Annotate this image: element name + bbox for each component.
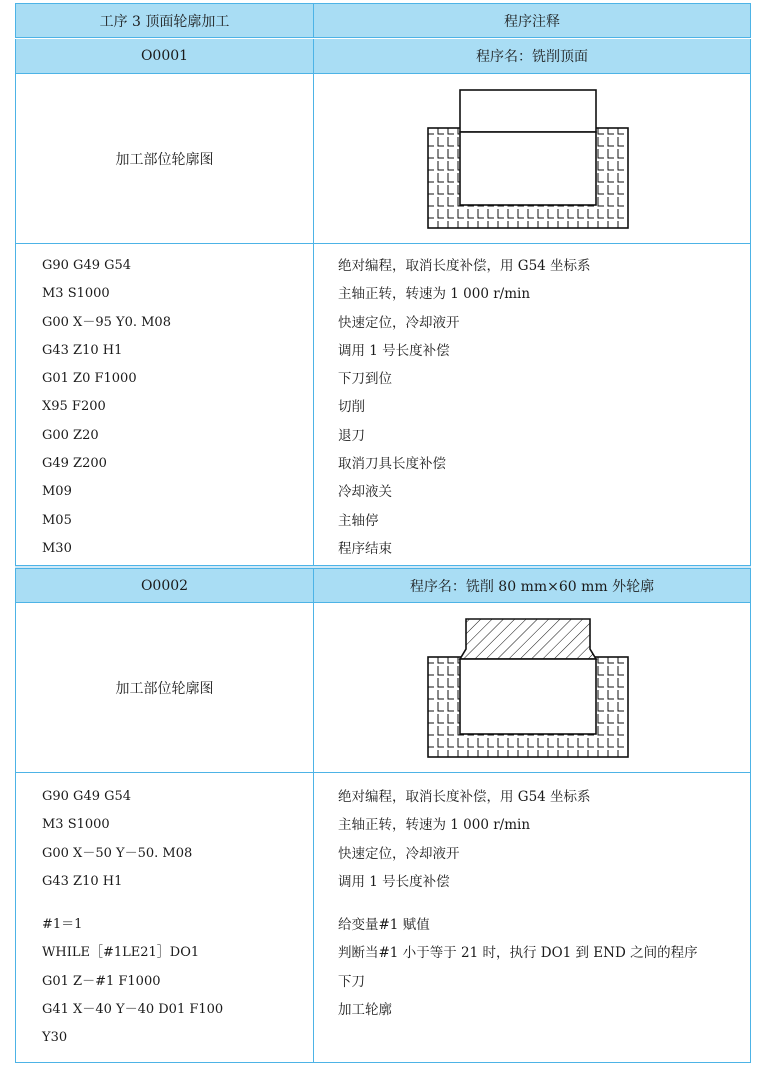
note-line: 绝对编程，取消长度补偿，用 G54 坐标系 bbox=[338, 258, 591, 274]
notes-cell-1 bbox=[314, 244, 751, 567]
note-line: 下刀 bbox=[338, 973, 365, 990]
code-line: G43 Z10 H1 bbox=[42, 873, 123, 889]
program-name-2: 程序名：铣削 80 mm×60 mm 外轮廓 bbox=[314, 569, 751, 602]
code-line: WHILE［#1LE21］DO1 bbox=[42, 945, 200, 961]
note-line bbox=[338, 1024, 698, 1052]
table-header bbox=[15, 3, 751, 38]
code-line: G01 Z－#1 F1000 bbox=[42, 973, 161, 989]
note-line: 退刀 bbox=[338, 427, 365, 444]
section-2-figure-row bbox=[15, 603, 751, 773]
section-1-figure-row bbox=[15, 74, 751, 244]
code-line: G00 Z20 bbox=[42, 427, 99, 443]
header-comment: 程序注释 bbox=[314, 4, 751, 37]
section-2-title-row bbox=[15, 569, 751, 603]
note-line: 调用 1 号长度补偿 bbox=[338, 342, 450, 359]
figure-label-2: 加工部位轮廓图 bbox=[15, 603, 314, 772]
note-line: 快速定位，冷却液开 bbox=[338, 314, 460, 331]
note-line: 判断当#1 小于等于 21 时，执行 DO1 到 END 之间的程序 bbox=[338, 945, 698, 962]
note-line: 冷却液关 bbox=[338, 484, 392, 501]
section-2-code-row bbox=[15, 773, 751, 1063]
program-name-1: 程序名：铣削顶面 bbox=[314, 39, 751, 73]
section-1-title-row bbox=[15, 39, 751, 74]
code-line: G90 G49 G54 bbox=[42, 258, 132, 273]
code-line: #1＝1 bbox=[42, 917, 83, 932]
code-line: G41 X－40 Y－40 D01 F100 bbox=[42, 1001, 224, 1017]
note-line: 给变量#1 赋值 bbox=[338, 917, 430, 933]
note-line: 程序结束 bbox=[338, 540, 392, 557]
code-line: Y30 bbox=[42, 1030, 68, 1046]
note-line: 快速定位，冷却液开 bbox=[338, 845, 460, 862]
note-line: 主轴正转，转速为 1 000 r/min bbox=[338, 817, 531, 834]
code-line: M30 bbox=[42, 540, 72, 556]
outer-contour-milling-diagram-icon bbox=[426, 617, 636, 761]
program-number-1: O0001 bbox=[15, 39, 314, 73]
code-cell-1 bbox=[15, 244, 314, 567]
figure-label-1: 加工部位轮廓图 bbox=[15, 74, 314, 243]
note-line: 下刀到位 bbox=[338, 371, 392, 388]
code-cell-2 bbox=[15, 773, 314, 1062]
code-line: G00 X－50 Y－50. M08 bbox=[42, 845, 193, 861]
note-line: 取消刀具长度补偿 bbox=[338, 456, 446, 473]
code-line: M3 S1000 bbox=[42, 286, 110, 302]
code-line: G90 G49 G54 bbox=[42, 789, 132, 804]
section-1-code-row bbox=[15, 244, 751, 567]
note-line: 加工轮廓 bbox=[338, 1001, 392, 1018]
note-line: 调用 1 号长度补偿 bbox=[338, 873, 450, 890]
code-line: M09 bbox=[42, 484, 72, 500]
figure-cell-2 bbox=[314, 603, 751, 772]
figure-cell-1 bbox=[314, 74, 751, 243]
code-line: G43 Z10 H1 bbox=[42, 342, 123, 358]
code-line: G01 Z0 F1000 bbox=[42, 371, 137, 387]
program-number-2: O0002 bbox=[15, 569, 314, 602]
note-line: 主轴正转，转速为 1 000 r/min bbox=[338, 286, 531, 303]
note-line: 绝对编程，取消长度补偿，用 G54 坐标系 bbox=[338, 789, 591, 805]
header-process: 工序 3 顶面轮廓加工 bbox=[15, 4, 314, 37]
code-line: M3 S1000 bbox=[42, 817, 110, 833]
notes-cell-2 bbox=[314, 773, 751, 1062]
code-line: M05 bbox=[42, 512, 72, 528]
note-line: 主轴停 bbox=[338, 512, 379, 529]
code-line: G49 Z200 bbox=[42, 456, 107, 472]
top-face-milling-diagram-icon bbox=[426, 88, 636, 232]
code-line: X95 F200 bbox=[42, 399, 106, 415]
note-line: 切削 bbox=[338, 399, 365, 416]
code-line: G00 X－95 Y0. M08 bbox=[42, 314, 171, 330]
